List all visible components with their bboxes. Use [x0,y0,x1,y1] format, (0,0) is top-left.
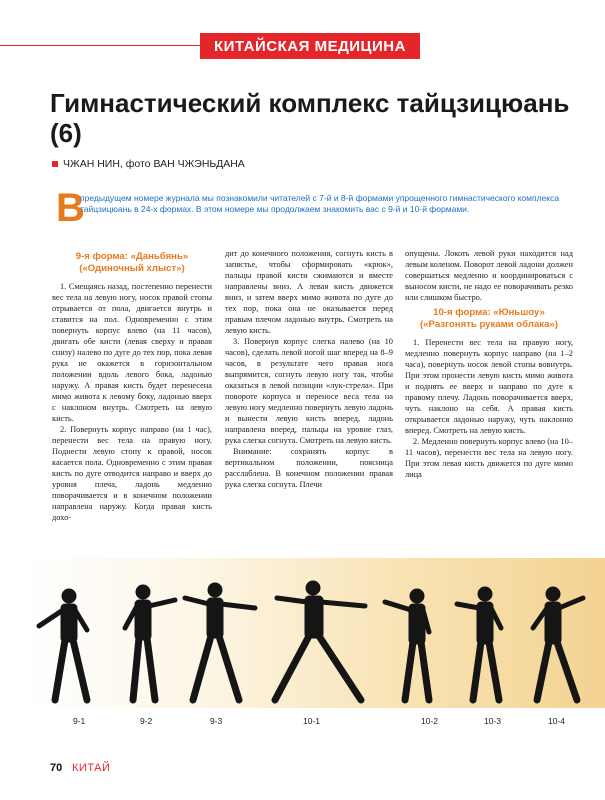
pose-figure-10-3 [457,587,501,700]
paragraph: 1. Перенести вес тела на правую ногу, медленно повернуть корпус направо (на 1–2 часа), повернуть носок левой стопы вовнутрь. При этом пронести левую кисть мимо живота и поднять ее вверх и направо по дуге к правому плечу. Ладонь поворачивается вверх, чуть наклоно на себя. А правая кисть открывается ладонью наружу, чуть наклонно вперед. Смотреть на левую кисть. [405,338,573,435]
figure-label: 9-3 [210,716,223,726]
figure-label: 10-3 [484,716,502,726]
drop-cap: В [56,186,85,230]
pose-figures [25,558,605,708]
figure-label: 10-4 [548,716,566,726]
pose-figure-9-1 [39,589,87,700]
paragraph: 3. Повернув корпус слегка налево (на 10 часов), сделать левой ногой шаг вперед на 8–9 часов, в результате чего правая нога выпрямится, согнуть левую ногу так, чтобы оказаться в левой позиции «лук-стрела». При повороте корпуса и переносе веса тела на левую ногу медленно повернуть левую ладонь и вынести левую кисть вперед, ладонь направлена вперед, пальцы на уровне глаз, рука слегка согнута. Смотреть на левую кисть. [225,337,393,445]
pose-figure-9-2 [125,585,175,700]
figure-label: 10-2 [421,716,439,726]
paragraph: опущены. Локоть левой руки находится над левым коленом. Поворот левой ладони должен совершаться медленно и координироваться с выносом кисти, не надо ее поворачивать резко или слишком быстро. [405,249,573,302]
form-10-heading: 10-я форма: «Юньшоу» («Разгонять руками облака») [420,307,558,330]
column-1 [52,247,212,523]
magazine-name: КИТАЙ [72,762,111,774]
lead-paragraph: предыдущем номере журнала мы познакомили читателей с 7-й и 8-й формами упрощенного гимнастического комплекса тайцзицюань в 24-х формах. В этом номере мы продолжаем знакомить вас с 9-й и 10-й формами. [80,193,560,214]
figure-label: 9-1 [73,716,86,726]
paragraph: Внимание: сохранять корпус в вертикальном положении, поясница расслаблена. В конечном положении правая рука слегка согнута. Плечи [225,447,393,489]
pose-figure-10-2 [385,589,429,700]
pose-figure-10-1 [275,581,365,700]
pose-figure-10-4 [533,587,583,700]
figure-label: 10-1 [303,716,321,726]
paragraph: 2. Медленно повернуть корпус влево (на 10–11 часов), перенести вес тела на левую ногу. При этом левая кисть движется по дуге мимо лица [405,437,573,479]
section-rule [0,45,200,46]
figure-label: 9-2 [140,716,153,726]
byline [52,158,245,170]
paragraph: дит до конечного положения, согнуть кисть в запястье, чтобы сформировать «крюк», пальцы правой кисти сжимаются и вместе направлены вниз. А левая кисть движется вниз, и затем вверх мимо живота по дуге до тех пор, пока она не оказывается перед правым плечом ладонью внутрь. Смотреть на левую кисть. [225,249,393,335]
paragraph: 1. Смещаясь назад, постепенно перенести вес тела на левую ногу, носок правой стопы отрывается от пола, двигается внутрь и ставится на пол. Одновременно с этим повернуть корпус влево (на 11 часов), двигать обе кисти (левая сверху и правая снизу) налево по дуге до тех пор, пока левая рука не окажется в горизонтальном положении вдоль левого бока, ладонью наружу. А правая кисть будет перенесена мимо живота к левому боку, ладонью вверх с наклоном внутрь. Смотреть на левую кисть. [52,282,212,423]
byline-text: ЧЖАН НИН, фото ВАН ЧЖЭНЬДАНА [63,158,245,170]
pose-photo-strip [25,558,605,708]
section-label: КИТАЙСКАЯ МЕДИЦИНА [200,33,420,59]
article-title: Гимнастический комплекс тайцзицюань (6) [50,88,570,148]
bullet-square-icon [52,161,58,167]
column-2 [225,248,393,490]
form-9-heading: 9-я форма: «Даньбянь» («Одиночный хлыст») [75,251,189,274]
paragraph: 2. Повернуть корпус направо (на 1 час), перенести вес тела на правую ногу. Поднести левую стопу к правой, носок касается пола. Одновременно с этим правая кисть по дуге отводится направо и вверх до уровня плеча, ладонь медленно поворачивается и в конечном положении направлена наружу. Когда правая кисть дохо- [52,425,212,522]
column-3 [405,248,573,480]
pose-figure-9-3 [185,583,255,700]
page-number: 70 [50,762,63,774]
